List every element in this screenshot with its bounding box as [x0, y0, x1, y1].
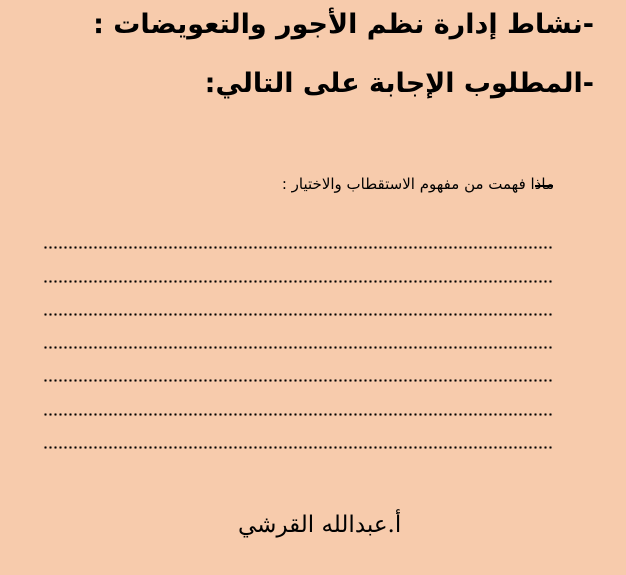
answer-line [43, 394, 553, 427]
answer-line [43, 228, 553, 261]
answer-line [43, 428, 553, 461]
answer-line [43, 328, 553, 361]
activity-heading: -نشاط إدارة نظم الأجور والتعويضات : [93, 9, 594, 40]
answer-line [43, 295, 553, 328]
answer-line [43, 361, 553, 394]
answer-line [43, 261, 553, 294]
question-text: ماذا فهمت من مفهوم الاستقطاب والاختيار : [281, 175, 554, 193]
answer-area [43, 228, 553, 461]
instructions-heading: -المطلوب الإجابة على التالي: [204, 68, 594, 99]
author-signature: أ.عبدالله القرشي [238, 512, 402, 538]
